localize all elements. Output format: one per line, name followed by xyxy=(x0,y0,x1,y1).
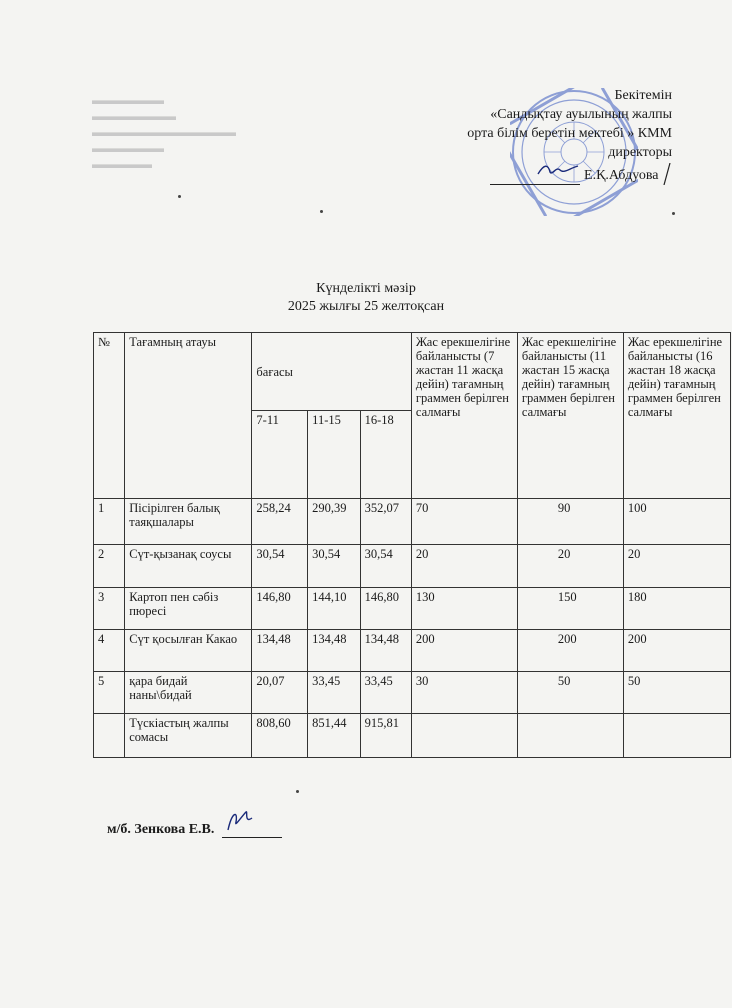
row-price-11-15: 144,10 xyxy=(308,588,360,630)
approval-heading: Бекітемін xyxy=(614,88,672,103)
header-age-16-18: Жас ерекшелігіне байланысты (16 жастан 18 жасқа дейін) тағамның граммен берілген салмағы xyxy=(623,333,730,499)
row-dish: Картоп пен сәбіз пюресі xyxy=(125,588,252,630)
school-name-line2: орта білім беретін мектебі » КММ xyxy=(467,126,672,141)
director-title: директоры xyxy=(608,145,672,160)
row-price-16-18: 146,80 xyxy=(360,588,411,630)
table-row xyxy=(94,630,731,672)
row-num: 3 xyxy=(94,588,125,630)
director-name: Е.Қ.Абдуова xyxy=(584,168,659,183)
row-weight-16-18: 100 xyxy=(623,499,730,545)
row-price-7-11: 30,54 xyxy=(252,545,308,588)
row-weight-11-15: 90 xyxy=(517,499,623,545)
header-num: № xyxy=(94,333,125,499)
table-row xyxy=(94,672,731,714)
row-price-11-15: 290,39 xyxy=(308,499,360,545)
approval-block xyxy=(352,86,672,185)
total-weight-11-15 xyxy=(517,714,623,758)
table-header-row xyxy=(94,333,731,411)
row-weight-7-11: 200 xyxy=(411,630,517,672)
row-weight-16-18: 50 xyxy=(623,672,730,714)
row-dish: қара бидай наны\бидай xyxy=(125,672,252,714)
header-dish: Тағамның атауы xyxy=(125,333,252,499)
table-row xyxy=(94,588,731,630)
total-weight-16-18 xyxy=(623,714,730,758)
stray-dot xyxy=(296,790,299,793)
row-num: 2 xyxy=(94,545,125,588)
row-weight-16-18: 180 xyxy=(623,588,730,630)
row-weight-7-11: 130 xyxy=(411,588,517,630)
row-dish: Пісірілген балық таяқшалары xyxy=(125,499,252,545)
row-dish: Сүт қосылған Какао xyxy=(125,630,252,672)
header-price-7-11: 7-11 xyxy=(252,411,308,499)
row-price-11-15: 134,48 xyxy=(308,630,360,672)
table-row xyxy=(94,545,731,588)
row-weight-11-15: 50 xyxy=(517,672,623,714)
header-price: бағасы xyxy=(252,333,412,411)
menu-title: Күнделікті мәзір xyxy=(316,281,416,296)
row-dish: Сүт-қызанақ соусы xyxy=(125,545,252,588)
stray-dot xyxy=(672,212,675,215)
row-price-11-15: 30,54 xyxy=(308,545,360,588)
row-weight-7-11: 30 xyxy=(411,672,517,714)
table-row xyxy=(94,499,731,545)
row-price-7-11: 146,80 xyxy=(252,588,308,630)
nurse-name: м/б. Зенкова Е.В. xyxy=(107,822,215,837)
director-signature xyxy=(536,162,580,178)
menu-table xyxy=(93,332,731,758)
header-price-11-15: 11-15 xyxy=(308,411,360,499)
row-weight-7-11: 70 xyxy=(411,499,517,545)
row-weight-7-11: 20 xyxy=(411,545,517,588)
row-price-16-18: 134,48 xyxy=(360,630,411,672)
row-price-16-18: 33,45 xyxy=(360,672,411,714)
row-price-7-11: 20,07 xyxy=(252,672,308,714)
table-total-row xyxy=(94,714,731,758)
row-num: 4 xyxy=(94,630,125,672)
row-weight-16-18: 200 xyxy=(623,630,730,672)
total-label: Түскіастың жалпы сомасы xyxy=(125,714,252,758)
header-price-16-18: 16-18 xyxy=(360,411,411,499)
bleed-through-text: ▬▬▬▬▬▬ ▬▬▬▬▬▬▬ ▬▬▬▬▬▬▬▬▬▬▬▬ ▬▬▬▬▬▬ ▬▬▬▬▬ xyxy=(92,93,236,171)
row-price-11-15: 33,45 xyxy=(308,672,360,714)
row-price-7-11: 258,24 xyxy=(252,499,308,545)
row-price-16-18: 30,54 xyxy=(360,545,411,588)
total-price-7-11: 808,60 xyxy=(252,714,308,758)
director-signature-line xyxy=(490,162,580,185)
menu-date: 2025 жылғы 25 желтоқсан xyxy=(287,299,445,314)
slash-mark xyxy=(662,163,672,185)
nurse-signature-line xyxy=(222,808,282,838)
row-num: 5 xyxy=(94,672,125,714)
row-num: 1 xyxy=(94,499,125,545)
row-price-7-11: 134,48 xyxy=(252,630,308,672)
stray-dot xyxy=(178,195,181,198)
row-weight-11-15: 20 xyxy=(517,545,623,588)
row-weight-11-15: 200 xyxy=(517,630,623,672)
footer-signature-block xyxy=(107,808,282,838)
nurse-signature xyxy=(222,808,262,832)
total-weight-7-11 xyxy=(411,714,517,758)
total-price-11-15: 851,44 xyxy=(308,714,360,758)
header-age-11-15: Жас ерекшелігіне байланысты (11 жастан 15 жасқа дейін) тағамның граммен берілген салмағы xyxy=(517,333,623,499)
header-age-7-11: Жас ерекшелігіне байланысты (7 жастан 11 жасқа дейін) тағамның граммен берілген салмағы xyxy=(411,333,517,499)
school-name-line1: «Сандықтау ауылының жалпы xyxy=(490,107,672,122)
total-num-cell xyxy=(94,714,125,758)
row-price-16-18: 352,07 xyxy=(360,499,411,545)
row-weight-11-15: 150 xyxy=(517,588,623,630)
row-weight-16-18: 20 xyxy=(623,545,730,588)
stray-dot xyxy=(320,210,323,213)
total-price-16-18: 915,81 xyxy=(360,714,411,758)
